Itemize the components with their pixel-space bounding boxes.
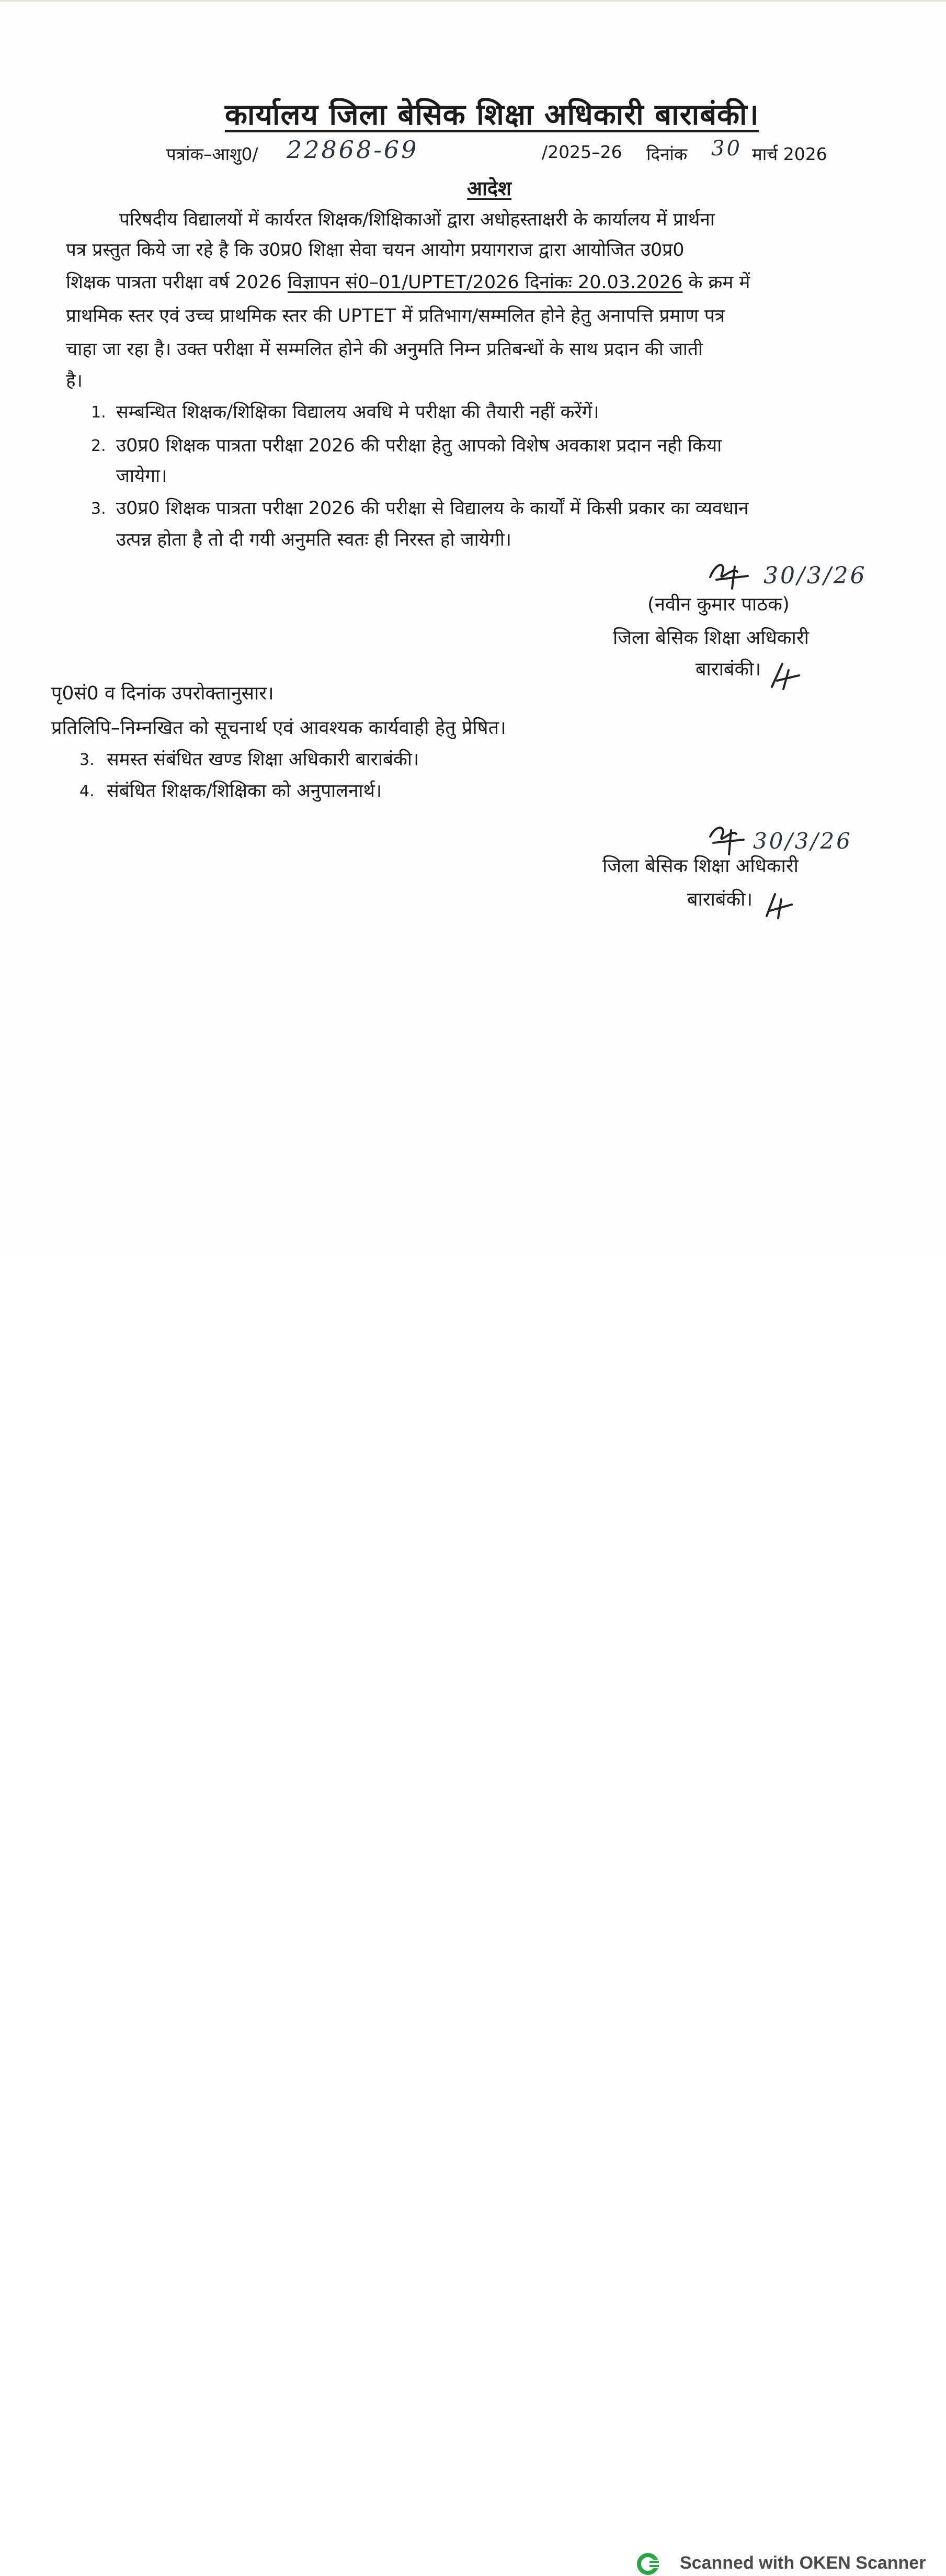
initials-scribble-icon — [768, 660, 804, 691]
signature-scribble-icon — [706, 556, 753, 593]
scanned-document-page — [0, 0, 946, 1257]
condition-text: सम्बन्धित शिक्षक/शिक्षिका विद्यालय अवधि मे परीक्षा की तैयारी नहीं करेंगें। — [116, 402, 599, 423]
date-day-handwritten: 30 — [711, 137, 742, 161]
condition-text: उ0प्र0 शिक्षक पात्रता परीक्षा 2026 की परीक्षा हेतु आपको विशेष अवकाश प्रदान नही किया — [116, 435, 722, 456]
copy-item-number: 4. — [79, 782, 95, 800]
copy-item-text: समस्त संबंधित खण्ड शिक्षा अधिकारी बाराबंकी। — [107, 749, 419, 770]
oken-scanner-logo-icon — [637, 2552, 661, 2576]
office-title: कार्यालय जिला बेसिक शिक्षा अधिकारी बाराबंकी। — [225, 98, 759, 132]
paragraph-line-2: पत्र प्रस्तुत किये जा रहे है कि उ0प्र0 शिक्षा सेवा चयन आयोग प्रयागराज द्वारा आयोजित उ0प्र0 — [66, 240, 685, 261]
paragraph-line-5: चाहा जा रहा है। उक्त परीक्षा में सम्मलित होने की अनुमति निम्न प्रतिबन्धों के साथ प्रदान की जाती — [66, 339, 703, 360]
copy-item-number: 3. — [79, 751, 95, 769]
order-heading: आदेश — [467, 177, 511, 200]
reference-number-handwritten: 22868-69 — [287, 135, 419, 164]
paragraph-line-3: शिक्षक पात्रता परीक्षा वर्ष 2026 विज्ञापन सं0–01/UPTET/2026 दिनांकः 20.03.2026 के क्रम में — [66, 272, 750, 293]
condition-number: 2. — [91, 437, 106, 455]
paragraph-line-4: प्राथमिक स्तर एवं उच्च प्राथमिक स्तर की UPTET में प्रतिभाग/सम्मलित होने हेतु अनापत्ति प्रमाण पत्र — [66, 306, 725, 326]
initials-scribble-icon — [761, 889, 798, 920]
condition-text-continued: उत्पन्न होता है तो दी गयी अनुमति स्वतः ही निरस्त हो जायेगी। — [116, 529, 512, 550]
scanner-footer — [0, 1256, 946, 2573]
date-label: दिनांक — [646, 144, 688, 164]
signatory-designation: जिला बेसिक शिक्षा अधिकारी — [602, 855, 799, 877]
copy-intro: प्रतिलिपि–निम्नखित को सूचनार्थ एवं आवश्यक कार्यवाही हेतु प्रेषित। — [51, 717, 506, 739]
scanner-watermark-text: Scanned with OKEN Scanner — [680, 2553, 926, 2573]
advertisement-reference: विज्ञापन सं0–01/UPTET/2026 दिनांकः 20.03.2026 — [287, 272, 683, 293]
signatory-place: बाराबंकी। — [687, 889, 753, 910]
paragraph-line-1: परिषदीय विद्यालयों में कार्यरत शिक्षक/शिक्षिकाओं द्वारा अधोहस्ताक्षरी के कार्यालय में प्रार्थना — [119, 209, 715, 230]
condition-number: 1. — [91, 403, 106, 422]
signatory-designation: जिला बेसिक शिक्षा अधिकारी — [613, 627, 809, 649]
paragraph-line-6: है। — [66, 370, 83, 391]
copy-reference-line: पृ0सं0 व दिनांक उपरोक्तानुसार। — [51, 683, 274, 704]
signature-date-handwritten: 30/3/26 — [763, 562, 867, 589]
condition-text: उ0प्र0 शिक्षक पात्रता परीक्षा 2026 की परीक्षा से विद्यालय के कार्यों में किसी प्रकार का व्यवधान — [116, 498, 749, 519]
reference-label: पत्रांक–आशु0/ — [166, 144, 258, 164]
condition-text-continued: जायेगा। — [116, 466, 167, 487]
reference-session: /2025–26 — [542, 142, 622, 162]
signature-date-handwritten: 30/3/26 — [753, 828, 852, 854]
copy-item-text: संबंधित शिक्षक/शिक्षिका को अनुपालनार्थ। — [107, 781, 382, 801]
signatory-place: बाराबंकी। — [696, 659, 761, 680]
condition-number: 3. — [91, 500, 106, 518]
signatory-name: (नवीन कुमार पाठक) — [647, 594, 790, 615]
date-month-year: मार्च 2026 — [752, 144, 827, 164]
